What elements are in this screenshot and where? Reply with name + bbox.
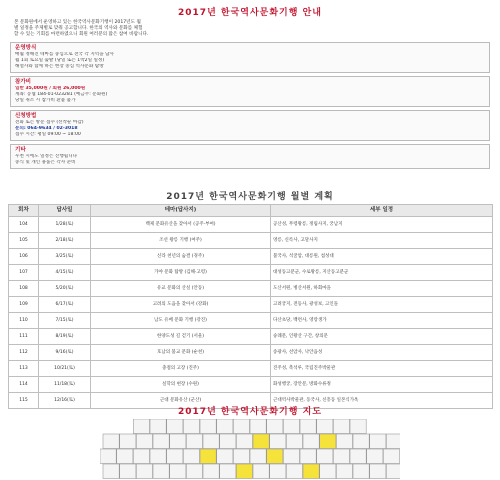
- section-line: 전화 또는 방문 접수 (선착순 마감): [15, 119, 84, 125]
- section-line: 접수 시간: 평일 09:00 ~ 18:00: [15, 131, 81, 137]
- map-region: [350, 419, 366, 434]
- section-heading: 운영방식: [15, 44, 37, 51]
- table-row: [9, 329, 493, 345]
- table-row: [9, 217, 493, 233]
- cell-theme: 유교 문화의 산실 (안동): [91, 281, 271, 297]
- cell-round: 110: [9, 313, 39, 329]
- cell-details: 불국사, 석굴암, 대릉원, 첨성대: [271, 249, 493, 265]
- section-heading: 기타: [15, 146, 26, 153]
- notice-title: 2017년 한국역사문화기행 안내: [178, 7, 322, 18]
- section-heading: 참가비: [15, 78, 31, 85]
- section-line: 우천 시에도 일정은 진행됩니다: [15, 153, 78, 159]
- cell-details: 진주성, 촉석루, 국립진주박물관: [271, 361, 493, 377]
- cell-date: 1/28(토): [39, 217, 91, 233]
- section-etc: [10, 144, 490, 169]
- map-section: [0, 405, 500, 479]
- map-region: [186, 464, 202, 479]
- korea-region-map: [100, 419, 400, 479]
- cell-details: 공산성, 무령왕릉, 정림사지, 궁남지: [271, 217, 493, 233]
- cell-round: 112: [9, 345, 39, 361]
- map-region: [370, 464, 386, 479]
- map-region: [300, 419, 316, 434]
- map-region: [283, 449, 299, 464]
- map-region: [220, 434, 236, 449]
- section-heading: 신청방법: [15, 112, 37, 119]
- map-region: [167, 449, 183, 464]
- map-region: [286, 434, 302, 449]
- cell-date: 11/18(토): [39, 377, 91, 393]
- map-region: [170, 434, 186, 449]
- map-region: [283, 419, 299, 434]
- cell-theme: 백제 문화유산을 찾아서 (공주·부여): [91, 217, 271, 233]
- cell-theme: 고려의 도읍을 찾아서 (강화): [91, 297, 271, 313]
- cell-date: 6/17(토): [39, 297, 91, 313]
- map-region: [270, 434, 286, 449]
- map-region: [317, 449, 333, 464]
- section-operation: [10, 42, 490, 73]
- map-region: [250, 449, 266, 464]
- cell-date: 8/19(토): [39, 329, 91, 345]
- cell-date: 10/21(토): [39, 361, 91, 377]
- map-region: [386, 464, 400, 479]
- cell-theme: 신라 천년의 숨결 (경주): [91, 249, 271, 265]
- visited-region: [303, 464, 319, 479]
- map-region: [103, 464, 119, 479]
- map-region: [336, 434, 352, 449]
- section-line: 중식 및 개인 용품은 각자 준비: [15, 159, 76, 165]
- cell-theme: 한양도성 길 걷기 (서울): [91, 329, 271, 345]
- section-line: 문의: 064-9634 / 02-3018: [15, 125, 78, 131]
- map-region: [386, 434, 400, 449]
- cell-theme: 근대 문화유산 (군산): [91, 393, 271, 409]
- cell-round: 115: [9, 393, 39, 409]
- cell-details: 영릉, 신륵사, 고달사지: [271, 233, 493, 249]
- map-region: [217, 419, 233, 434]
- map-region: [183, 449, 199, 464]
- cell-details: 화성행궁, 장안문, 방화수류정: [271, 377, 493, 393]
- intro-line: 별 일정을 주제별로 맞춰 공고합니다. 한국의 역사와 문화를 체험: [14, 26, 143, 32]
- map-region: [270, 464, 286, 479]
- map-region: [383, 449, 399, 464]
- schedule-body: [9, 217, 493, 409]
- table-row: [9, 233, 493, 249]
- map-region: [186, 434, 202, 449]
- map-region: [117, 449, 133, 464]
- section-line: 당일 취소 시 참가비 환불 불가: [15, 97, 76, 103]
- map-region: [133, 419, 149, 434]
- header-round: 회차: [9, 205, 39, 217]
- header-theme: 테마(답사지): [91, 205, 271, 217]
- map-region: [353, 434, 369, 449]
- table-header-row: [9, 205, 493, 217]
- visited-region: [253, 434, 269, 449]
- map-region: [120, 434, 136, 449]
- cell-round: 113: [9, 361, 39, 377]
- map-region: [267, 419, 283, 434]
- map-region: [353, 464, 369, 479]
- cell-date: 4/15(토): [39, 265, 91, 281]
- map-region: [120, 464, 136, 479]
- table-row: [9, 249, 493, 265]
- cell-round: 106: [9, 249, 39, 265]
- cell-theme: 실학의 현장 (수원): [91, 377, 271, 393]
- table-row: [9, 313, 493, 329]
- cell-date: 2/18(토): [39, 233, 91, 249]
- cell-details: 고려궁지, 전등사, 광성보, 고인돌: [271, 297, 493, 313]
- visited-region: [267, 449, 283, 464]
- intro-line: 본 문화원에서 운영하고 있는 한국역사문화기행이 2017년도 월: [14, 20, 141, 25]
- map-region: [336, 464, 352, 479]
- cell-round: 104: [9, 217, 39, 233]
- cell-round: 107: [9, 265, 39, 281]
- map-region: [253, 464, 269, 479]
- cell-details: 숭례문, 인왕산 구간, 창의문: [271, 329, 493, 345]
- cell-round: 109: [9, 297, 39, 313]
- table-row: [9, 361, 493, 377]
- cell-details: 송광사, 선암사, 낙안읍성: [271, 345, 493, 361]
- cell-theme: 충절의 고장 (진주): [91, 361, 271, 377]
- map-region: [153, 464, 169, 479]
- header-details: 세부 일정: [271, 205, 493, 217]
- section-line: 일반 35,000원 / 회원 26,000원: [15, 85, 86, 91]
- section-apply: [10, 110, 490, 141]
- map-region: [183, 419, 199, 434]
- map-region: [303, 434, 319, 449]
- cell-details: 도산서원, 병산서원, 하회마을: [271, 281, 493, 297]
- map-region: [153, 434, 169, 449]
- cell-details: 대성동고분군, 수로왕릉, 지산동고분군: [271, 265, 493, 281]
- map-region: [217, 449, 233, 464]
- table-row: [9, 377, 493, 393]
- map-region: [150, 449, 166, 464]
- table-row: [9, 281, 493, 297]
- cell-date: 5/20(토): [39, 281, 91, 297]
- map-region: [233, 449, 249, 464]
- header-date: 답사일: [39, 205, 91, 217]
- section-line: 해설사와 함께 하는 현장 중심 역사문화 탐방: [15, 63, 104, 69]
- schedule-title: 2017년 한국역사문화기행 월별 계획: [166, 192, 334, 202]
- map-region: [350, 449, 366, 464]
- cell-theme: 조선 왕릉 기행 (여주): [91, 233, 271, 249]
- cell-date: 7/15(토): [39, 313, 91, 329]
- schedule-section: [8, 190, 492, 409]
- visited-region: [200, 449, 216, 464]
- map-region: [250, 419, 266, 434]
- map-region: [167, 419, 183, 434]
- map-region: [317, 419, 333, 434]
- map-region: [136, 464, 152, 479]
- map-region: [136, 434, 152, 449]
- notice-intro: [10, 20, 490, 39]
- map-region: [300, 449, 316, 464]
- map-region: [220, 464, 236, 479]
- map-region: [320, 464, 336, 479]
- map-region: [203, 434, 219, 449]
- map-title: 2017년 한국역사문화기행 지도: [178, 407, 322, 417]
- map-region: [370, 434, 386, 449]
- table-row: [9, 297, 493, 313]
- map-region: [203, 464, 219, 479]
- map-region: [333, 449, 349, 464]
- section-line: 계좌: 농협 184-01-023281 (예금주: 문화원): [15, 91, 108, 97]
- map-region: [133, 449, 149, 464]
- map-region: [236, 434, 252, 449]
- intro-line: 할 수 있는 기회를 마련하였으니 회원 여러분의 많은 참여 바랍니다.: [14, 32, 149, 38]
- section-fee: [10, 76, 490, 107]
- cell-date: 9/16(토): [39, 345, 91, 361]
- cell-round: 111: [9, 329, 39, 345]
- cell-date: 12/16(토): [39, 393, 91, 409]
- map-region: [103, 434, 119, 449]
- map-region: [150, 419, 166, 434]
- table-row: [9, 265, 493, 281]
- map-region: [100, 449, 116, 464]
- cell-theme: 가야 문화 탐방 (김해·고령): [91, 265, 271, 281]
- visited-region: [320, 434, 336, 449]
- map-region: [367, 449, 383, 464]
- section-line: 월 1회 토요일 출발 (당일 또는 1박2일 일정): [15, 57, 105, 63]
- table-row: [9, 345, 493, 361]
- schedule-table: [8, 204, 493, 409]
- map-region: [170, 464, 186, 479]
- section-line: 매월 정해진 테마를 중심으로 전국 각 지역을 답사: [15, 51, 114, 57]
- cell-round: 114: [9, 377, 39, 393]
- cell-theme: 남도 유배 문화 기행 (강진): [91, 313, 271, 329]
- map-region: [200, 419, 216, 434]
- cell-theme: 호남의 불교 문화 (순천): [91, 345, 271, 361]
- cell-round: 105: [9, 233, 39, 249]
- cell-details: 근대역사박물관, 동국사, 신흥동 일본식가옥: [271, 393, 493, 409]
- cell-date: 3/25(토): [39, 249, 91, 265]
- visited-region: [236, 464, 252, 479]
- map-region: [233, 419, 249, 434]
- program-notice: [10, 4, 490, 169]
- map-region: [286, 464, 302, 479]
- cell-details: 다산초당, 백련사, 영랑생가: [271, 313, 493, 329]
- cell-round: 108: [9, 281, 39, 297]
- map-region: [333, 419, 349, 434]
